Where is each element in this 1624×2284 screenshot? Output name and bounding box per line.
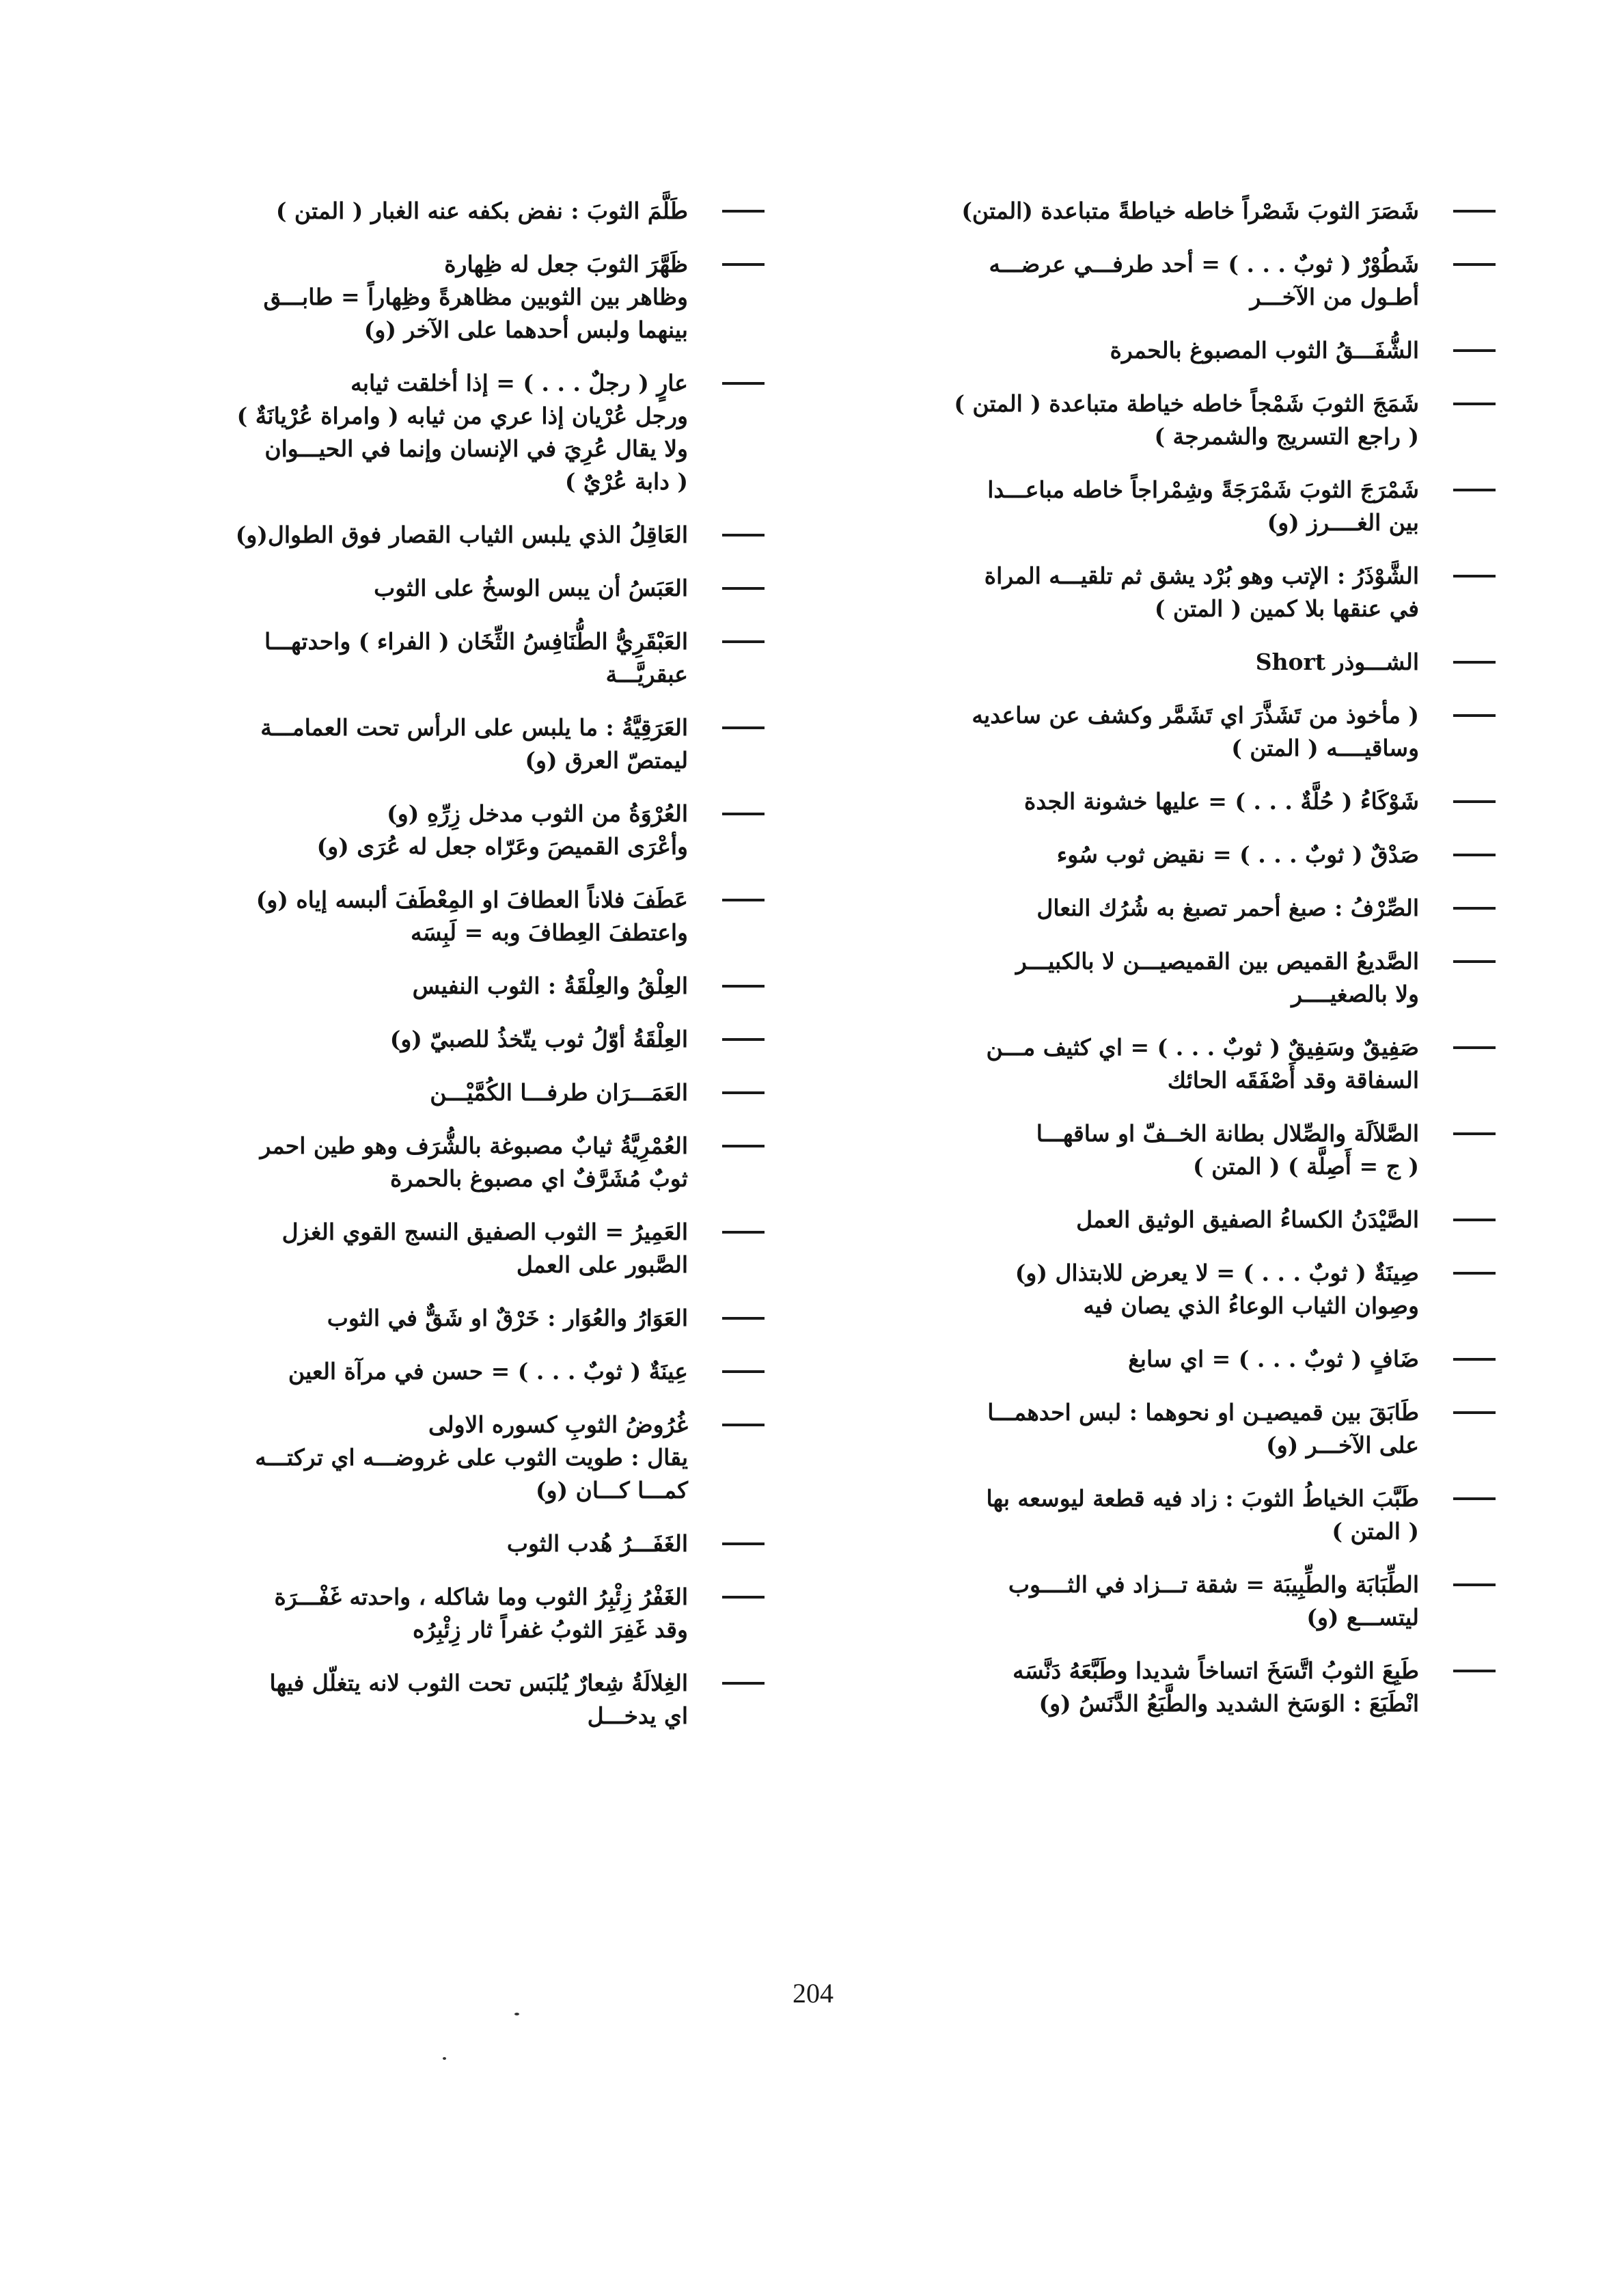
entry-line: وصِوان الثياب الوعاءُ الذي يصان فيه (1083, 1292, 1419, 1319)
entry-line: شَمَجَ الثوبَ شَمْجاً خاطه خياطة متباعدة ( المتن ) (954, 390, 1419, 417)
dictionary-entry (114, 1355, 770, 1388)
dictionary-entry (845, 1343, 1501, 1376)
entry-line: السفاقة وقد أَصْفَقَه الحائك (1167, 1067, 1419, 1093)
entry-line: العَرَقِيَّةُ : ما يلبس على الرأس تحت العمامـــة (260, 714, 688, 741)
entry-text (845, 785, 1419, 818)
dictionary-entry (114, 1023, 770, 1056)
entry-line: ( دابة عُرْيٌ ) (564, 468, 688, 495)
entry-dash (722, 1231, 765, 1234)
dictionary-entry (845, 1568, 1501, 1634)
entry-line: الغَفَـــرُ هُدب الثوب (506, 1530, 688, 1557)
dictionary-entry (845, 1204, 1501, 1236)
dictionary-entry (845, 1117, 1501, 1183)
entry-line: طَلَّمَ الثوبَ : نفض بكفه عنه الغبار ( المتن ) (275, 198, 688, 224)
entry-dash (1453, 661, 1496, 664)
entry-dash (722, 1145, 765, 1147)
entry-dash (1453, 210, 1496, 213)
dictionary-entry (845, 1655, 1501, 1720)
entry-text (114, 1409, 688, 1507)
entry-line: صَفِيقٌ وسَفِيقٌ ( ثوبٌ . . . ) = اي كثيف مـــن (986, 1034, 1419, 1061)
entry-text (845, 1031, 1419, 1097)
entry-line: ( المتن ) (1332, 1518, 1419, 1545)
entry-text (114, 248, 688, 346)
entry-line: الغِلالَةُ شِعارٌ يُلبَس تحت الثوب لانه يتغلّل فيها (269, 1670, 688, 1696)
entry-dash (1453, 1132, 1496, 1135)
entry-line: الصِّرْفُ : صبغ أحمر تصبغ به شُرُك النعال (1036, 895, 1419, 921)
entry-line: واعتطفَ العِطافَ وبه = لَبِسَه (410, 919, 688, 946)
entry-text (114, 884, 688, 949)
entry-text (845, 248, 1419, 314)
entry-text (114, 1667, 688, 1732)
dictionary-entry (114, 711, 770, 777)
entry-line: العُمْرِيَّةُ ثيابٌ مصبوغة بالشُّرَف وهو طين احمر (260, 1132, 688, 1159)
entry-text (114, 970, 688, 1003)
entry-dash (1453, 1272, 1496, 1275)
dictionary-entry (114, 1581, 770, 1646)
dictionary-entry (114, 970, 770, 1003)
entry-dash (722, 1596, 765, 1599)
entry-line: عِينَةٌ ( ثوبٌ . . . ) = حسن في مرآة العين (288, 1358, 688, 1385)
entry-line: اي يدخـــل (587, 1702, 688, 1729)
entry-text (114, 1216, 688, 1281)
entry-dash (722, 210, 765, 213)
entry-dash (722, 813, 765, 815)
entry-line: ( راجع التسريج والشمرجة ) (1154, 423, 1419, 450)
entry-line: ليمتصّ العرق (و) (525, 747, 688, 774)
scan-speck (514, 2013, 519, 2015)
entry-line: صَدْقٌ ( ثوبٌ . . . ) = نقيض ثوب سُوء (1056, 841, 1419, 868)
entry-text (114, 1076, 688, 1109)
entry-dash (722, 899, 765, 901)
entry-line: شَصَرَ الثوبَ شَصْراً خاطه خياطةً متباعدة (المتن) (961, 198, 1419, 224)
entry-text (114, 367, 688, 498)
entry-line: الشُّفَـــقُ الثوب المصبوغ بالحمرة (1110, 337, 1419, 364)
entry-text (114, 1527, 688, 1560)
entry-dash (1453, 960, 1496, 963)
entry-dash (722, 1542, 765, 1545)
entry-dash (1453, 800, 1496, 803)
dictionary-entry (114, 798, 770, 863)
entry-line: عبقريَّـــة (605, 661, 688, 688)
dictionary-entry (845, 646, 1501, 679)
entry-line: عَطَفَ فلاناً العطافَ او المِعْطَفَ ألبسه إياه (و) (256, 886, 688, 913)
dictionary-entry (114, 1409, 770, 1507)
entry-line: الصَّديعُ القميص بين القميصيـــن لا بالكبيـــر (1015, 948, 1419, 975)
entry-dash (1453, 1358, 1496, 1361)
entry-text (114, 798, 688, 863)
entry-line: بينهما ولبس أحدهما على الآخر (و) (363, 316, 688, 343)
dictionary-entry (114, 367, 770, 498)
entry-dash (1453, 403, 1496, 405)
dictionary-entry (114, 195, 770, 228)
dictionary-entry (845, 195, 1501, 228)
dictionary-entry (114, 1130, 770, 1195)
entry-line: بين الغــــرز (و) (1267, 509, 1419, 536)
entry-dash (1453, 714, 1496, 717)
entry-line: صِينَةٌ ( ثوبٌ . . . ) = لا يعرض للابتذال (و) (1015, 1260, 1419, 1286)
dictionary-entry (845, 1257, 1501, 1322)
dictionary-entry (114, 1667, 770, 1732)
entry-line: ليتســـع (و) (1306, 1604, 1419, 1631)
entry-text (845, 334, 1419, 367)
entry-line: العَمَـــرَان طرفـــا الكُمَّيْـــن (430, 1079, 688, 1106)
right-column (845, 195, 1501, 1741)
dictionary-entry (114, 625, 770, 691)
entry-dash (1453, 1497, 1496, 1500)
entry-text (845, 388, 1419, 453)
entry-text (845, 892, 1419, 925)
entry-text (114, 572, 688, 605)
entry-line: الصَّلاَلَة والصِّلال بطانة الخــفّ او ساقهـــا (1036, 1120, 1419, 1147)
dictionary-entry (845, 1031, 1501, 1097)
scan-speck (443, 2057, 446, 2060)
entry-dash (1453, 575, 1496, 577)
entry-text (114, 1302, 688, 1335)
dictionary-entry (845, 248, 1501, 314)
entry-line: وقد غَفِرَ الثوبُ غفراً ثار زِئْبِرُه (412, 1616, 688, 1643)
left-column (114, 195, 770, 1753)
dictionary-entry (114, 572, 770, 605)
entry-line: في عنقها بلا كمين ( المتن ) (1154, 595, 1419, 622)
entry-text (114, 625, 688, 691)
entry-dash (722, 1038, 765, 1041)
entry-dash (1453, 1670, 1496, 1672)
entry-dash (722, 726, 765, 729)
entry-text (114, 1023, 688, 1056)
entry-text (845, 646, 1419, 679)
dictionary-entry (845, 892, 1501, 925)
entry-line: ولا بالصغيــــر (1291, 981, 1419, 1007)
entry-text (845, 1117, 1419, 1183)
entry-line: الشـــوذر Short (1255, 649, 1419, 675)
dictionary-entry (845, 699, 1501, 765)
dictionary-entry (114, 519, 770, 552)
entry-line: الشَّوْذَرُ : الإتب وهو بُرْد يشق ثم تلقيـــه المراة (984, 562, 1419, 589)
entry-line: على الآخـــر (و) (1266, 1432, 1419, 1458)
entry-line: شَوْكَاءُ ( حُلَّةٌ . . . ) = عليها خشونة الجدة (1024, 788, 1419, 815)
entry-text (845, 1204, 1419, 1236)
entry-line: ( مأخوذ من تَشَذَّرَ اي تَشَمَّر وكشف عن ساعديه (972, 702, 1419, 729)
entry-line: العِلْقُ والعِلْقَةُ : الثوب النفيس (412, 973, 688, 999)
entry-line: وساقيــــه ( المتن ) (1231, 735, 1419, 761)
entry-line: الطِّبَابَة والطِّبِيبَة = شقة تـــزاد في الثــــوب (1008, 1571, 1419, 1598)
entry-text (845, 560, 1419, 625)
entry-dash (722, 640, 765, 643)
entry-line: كمـــا كـــان (و) (536, 1477, 688, 1504)
entry-dash (722, 1424, 765, 1426)
entry-dash (722, 1091, 765, 1094)
entry-line: العَوَارُ والعُوَار : خَرْقٌ او شَقٌّ في الثوب (327, 1305, 688, 1331)
entry-text (114, 1581, 688, 1646)
entry-text (845, 1396, 1419, 1462)
entry-text (114, 1355, 688, 1388)
entry-line: وأعْرَى القميصَ وعَرّاه جعل له عُرَى (و) (316, 833, 688, 860)
entry-line: ثوبٌ مُشَرَّفٌ اي مصبوغ بالحمرة (390, 1165, 688, 1192)
entry-text (114, 1130, 688, 1195)
entry-text (114, 711, 688, 777)
entry-text (845, 1655, 1419, 1720)
entry-line: الصَّيْدَنُ الكساءُ الصفيق الوثيق العمل (1076, 1206, 1419, 1233)
dictionary-entry (845, 1482, 1501, 1548)
entry-text (845, 839, 1419, 871)
entry-line: أطـول من الآخـــر (1250, 284, 1419, 310)
entry-text (114, 519, 688, 552)
dictionary-entry (845, 334, 1501, 367)
entry-line: الغَفْرُ زِئْبِرُ الثوب وما شاكله ، واحدته غَفْـــرَة (274, 1583, 688, 1610)
dictionary-entry (845, 839, 1501, 871)
entry-line: وظاهر بين الثوبين مظاهرةً وظِهاراً = طابـــق (263, 284, 688, 310)
entry-dash (722, 1370, 765, 1373)
entry-line: ولا يقال عُرِيَ في الإنسان وإنما في الحيـــوان (264, 435, 688, 462)
entry-line: انْطَبَعَ : الوَسَخ الشديد والطَّبَعُ الدَّنَسُ (و) (1038, 1690, 1419, 1717)
entry-line: طَابَقَ بين قميصيـن او نحوهما : لبس احدهمـــا (987, 1399, 1419, 1426)
dictionary-entry (114, 1076, 770, 1109)
entry-line: العَبْقَرِيُّ الطُّنَافِسُ الثِّخَان ( الفراء ) واحدتهـــا (264, 628, 688, 655)
dictionary-entry (114, 1216, 770, 1281)
dictionary-entry (114, 884, 770, 949)
entry-dash (722, 263, 765, 266)
dictionary-entry (114, 1527, 770, 1560)
entry-dash (1453, 1583, 1496, 1586)
entry-line: طَبَّبَ الخياطُ الثوبَ : زاد فيه قطعة ليوسعه بها (986, 1485, 1419, 1512)
entry-line: الصَّبور على العمل (516, 1251, 688, 1278)
dictionary-entry (845, 945, 1501, 1011)
entry-text (845, 474, 1419, 539)
entry-dash (722, 1317, 765, 1320)
entry-line: ظَهَّرَ الثوبَ جعل له ظِهارة (444, 251, 688, 277)
entry-dash (1453, 854, 1496, 856)
entry-dash (1453, 1411, 1496, 1414)
entry-text (845, 1257, 1419, 1322)
entry-line: ( ج = أَصِلَّة ) ( المتن ) (1192, 1153, 1419, 1180)
entry-text (845, 195, 1419, 228)
entry-line: طَبِعَ الثوبُ اتَّسَخَ اتساخاً شديدا وطَبَّعَهُ دَنَّسَه (1013, 1657, 1419, 1684)
entry-dash (1453, 1046, 1496, 1049)
entry-dash (1453, 907, 1496, 910)
entry-line: العَاقِلُ الذي يلبس الثياب القصار فوق الطوال(و) (235, 521, 688, 548)
entry-dash (722, 587, 765, 590)
entry-text (845, 1482, 1419, 1548)
entry-dash (722, 1682, 765, 1685)
dictionary-entry (845, 560, 1501, 625)
entry-dash (1453, 1219, 1496, 1221)
entry-line: يقال : طويت الثوب على غروضـــه اي تركتـــه (255, 1444, 688, 1471)
entry-line: ضَافٍ ( ثوبٌ . . . ) = اي سابغ (1128, 1346, 1419, 1372)
entry-dash (1453, 349, 1496, 352)
dictionary-entry (845, 474, 1501, 539)
entry-dash (1453, 263, 1496, 266)
entry-text (845, 945, 1419, 1011)
entry-line: العَبَسُ أن يبس الوسخُ على الثوب (374, 575, 688, 601)
dictionary-entry (845, 388, 1501, 453)
dictionary-entry (114, 1302, 770, 1335)
entry-dash (722, 382, 765, 385)
entry-line: عارٍ ( رجلٌ . . . ) = إذا أخلقت ثيابه (350, 370, 688, 396)
entry-line: العِلْقَةُ أوّلُ ثوب يتّخذُ للصبيّ (و) (389, 1026, 688, 1052)
dictionary-entry (845, 1396, 1501, 1462)
entry-line: العَمِيرُ = الثوب الصفيق النسج القوي الغزل (281, 1219, 688, 1245)
entry-dash (722, 985, 765, 988)
entry-line: ورجل عُرْيان إذا عري من ثيابه ( وامراة عُرْيانَةٌ ) (236, 403, 688, 429)
entry-dash (722, 534, 765, 536)
entry-line: شَمْرَجَ الثوبَ شَمْرَجَةً وشِمْراجاً خاطه مباعـــدا (987, 476, 1419, 503)
dictionary-entry (845, 785, 1501, 818)
page-number: 204 (793, 1978, 834, 2009)
entry-text (845, 1568, 1419, 1634)
entry-dash (1453, 489, 1496, 491)
entry-line: العُرْوَةُ من الثوب مدخل زِرِّهِ (و) (387, 800, 688, 827)
entry-line: غُرُوضُ الثوبِ كسوره الاولى (428, 1411, 688, 1438)
entry-line: شَطُوْرٌ ( ثوبٌ . . . ) = أحد طرفـــي عرضـــه (989, 251, 1419, 277)
entry-text (845, 1343, 1419, 1376)
entry-text (114, 195, 688, 228)
dictionary-entry (114, 248, 770, 346)
entry-text (845, 699, 1419, 765)
